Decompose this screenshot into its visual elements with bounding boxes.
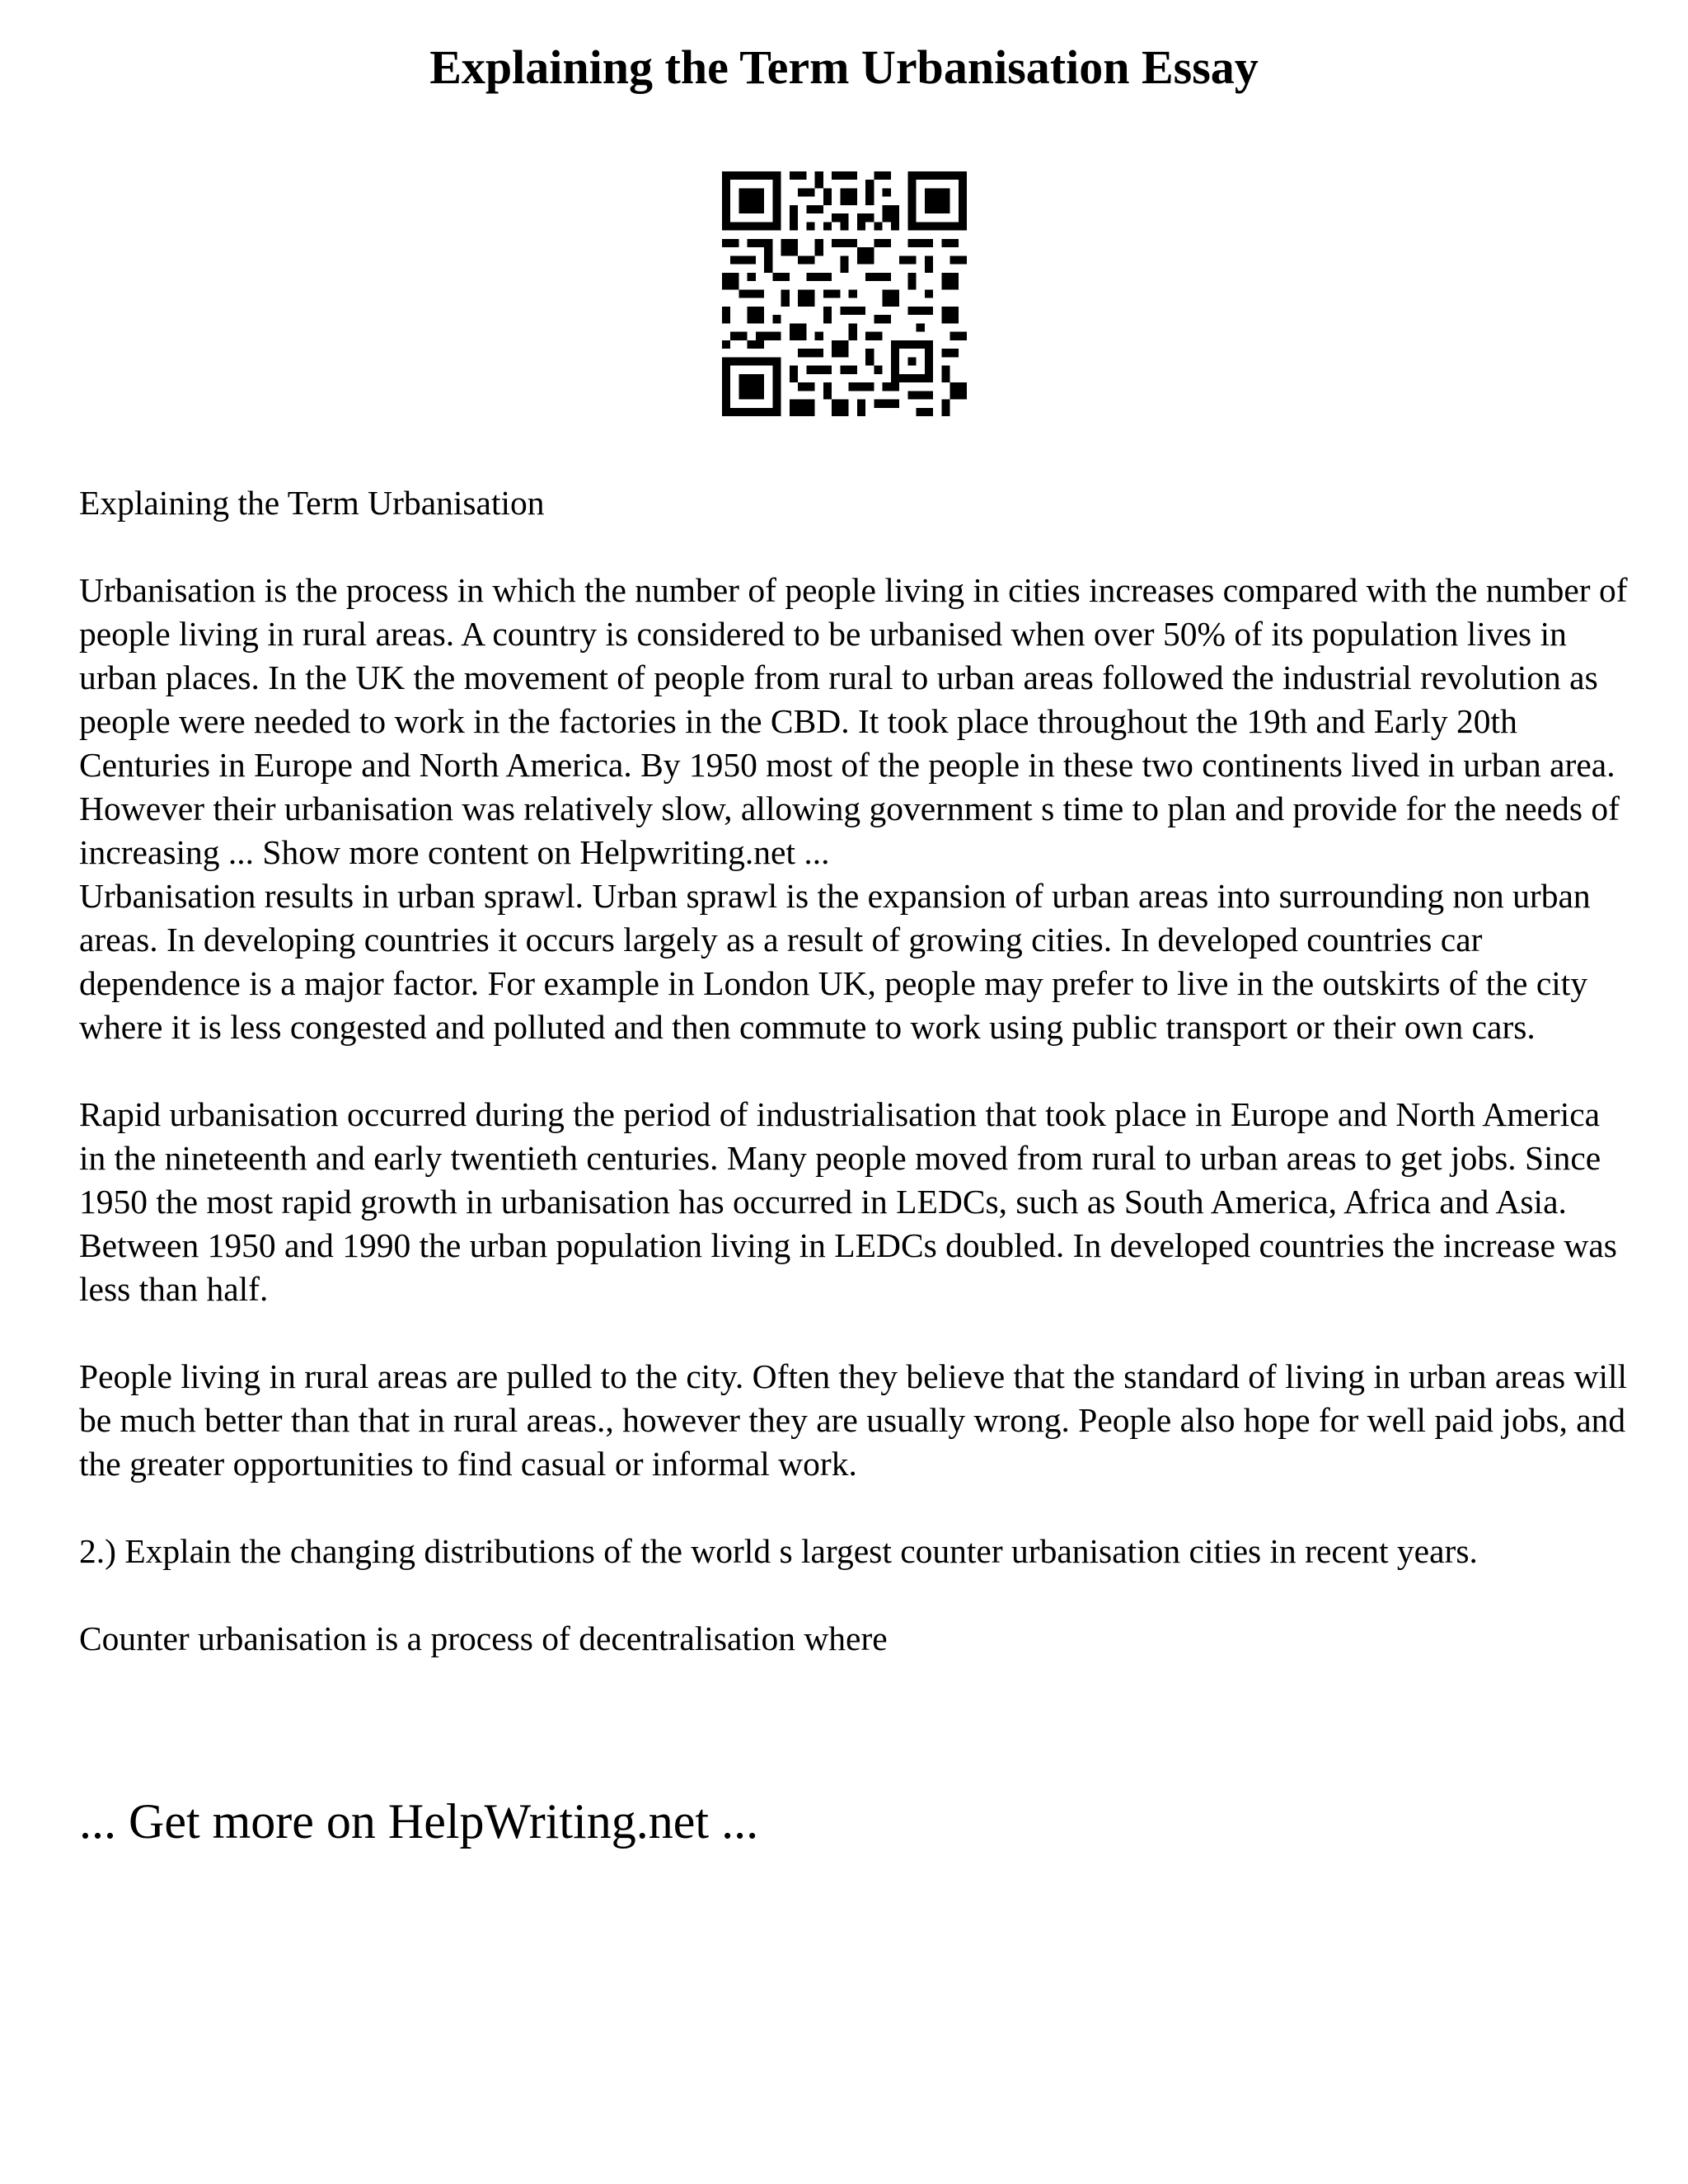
document-title: Explaining the Term Urbanisation Essay [429,40,1259,94]
paragraph-5: Counter urbanisation is a process of decentralisation where [79,1619,888,1657]
get-more-link[interactable]: ... Get more on HelpWriting.net ... [79,1794,759,1849]
paragraph-1: Urbanisation is the process in which the number of people living in cities increases compared with the number of people living in rural areas. A country is considered to be urbanised when over 50% of its population lives in urban places. In the UK the movement of people from rural to urban areas followed the industrial revolution as people were needed to work in the factories in the CBD. It took place throughout the 19th and Early 20th Centuries in Europe and North America. By 1950 most of the people in these two continents lived in urban area. However their urbanisation was relatively slow, allowing government s time to plan and provide for the needs of increasing ... Show more content on Helpwriting.net ... [79,571,1628,871]
paragraph-3: Rapid urbanisation occurred during the period of industrialisation that took place in Europe and North America in the nineteenth and early twentieth centuries. Many people moved from rural to urban areas to get jobs. Since 1950 the most rapid growth in urbanisation has occurred in LEDCs, such as South America, Africa and Asia. Between 1950 and 1990 the urban population living in LEDCs doubled. In developed countries the increase was less than half. [79,1095,1617,1308]
document-subtitle: Explaining the Term Urbanisation [79,484,545,522]
paragraph-4: People living in rural areas are pulled to the city. Often they believe that the standard of living in urban areas will be much better than that in rural areas., however they are usually wrong. People also hope for well paid jobs, and the greater opportunities to find casual or informal work. [79,1357,1628,1483]
paragraph-2: Urbanisation results in urban sprawl. Urban sprawl is the expansion of urban areas into surrounding non urban areas. In developing countries it occurs largely as a result of growing cities. In developed countries car dependence is a major factor. For example in London UK, people may prefer to live in the outskirts of the city where it is less congested and polluted and then commute to work using public transport or their own cars. [79,877,1591,1046]
qr-code-icon [722,171,967,416]
question-2: 2.) Explain the changing distributions of the world s largest counter urbanisation cities in recent years. [79,1532,1478,1570]
document-body [79,481,1629,1661]
